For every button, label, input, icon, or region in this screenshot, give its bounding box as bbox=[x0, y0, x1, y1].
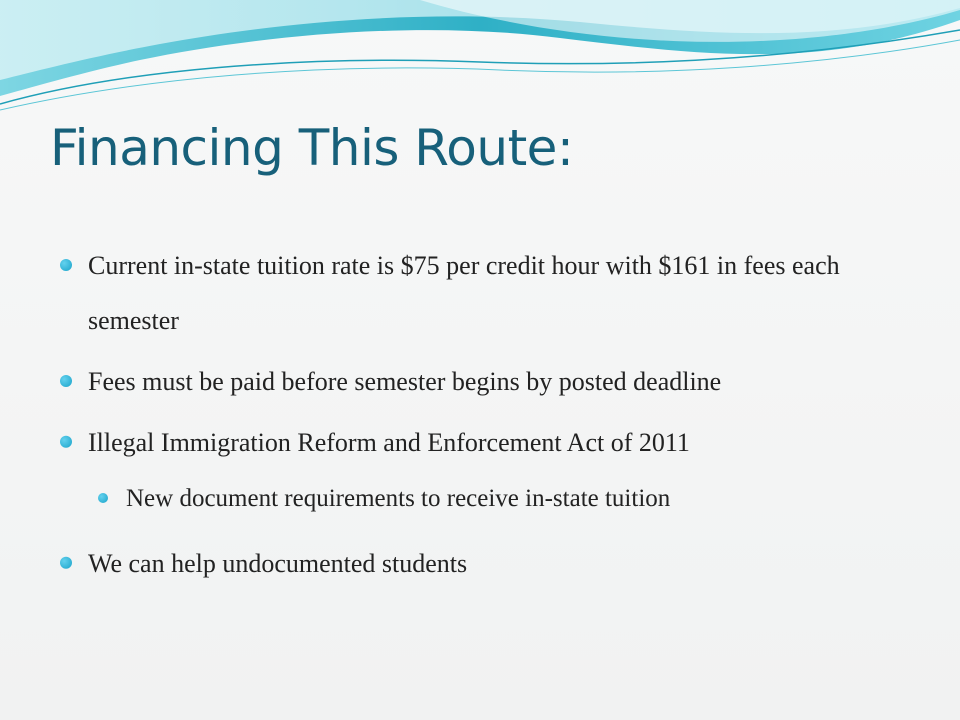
bullet-icon bbox=[60, 435, 72, 447]
sub-bullet-text: New document requirements to receive in-state tuition bbox=[126, 485, 671, 512]
header-wave-decoration bbox=[0, 0, 960, 120]
slide-title: Financing This Route: bbox=[50, 119, 574, 177]
bullet-text: We can help undocumented students bbox=[88, 549, 468, 578]
bullet-text: Current in-state tuition rate is $75 per credit hour with $161 in fees each semester bbox=[88, 251, 840, 335]
bullet-item bbox=[60, 354, 930, 409]
bullet-icon bbox=[60, 375, 72, 387]
bullet-icon bbox=[98, 493, 108, 503]
sub-bullet-item bbox=[98, 476, 930, 522]
bullet-item bbox=[60, 415, 930, 470]
bullet-icon bbox=[60, 556, 72, 568]
bullet-list bbox=[60, 238, 930, 597]
bullet-item bbox=[60, 536, 930, 591]
bullet-icon bbox=[60, 259, 72, 271]
bullet-text: Fees must be paid before semester begins by posted deadline bbox=[88, 367, 722, 396]
bullet-text: Illegal Immigration Reform and Enforcement Act of 2011 bbox=[88, 428, 690, 457]
bullet-item bbox=[60, 238, 930, 348]
